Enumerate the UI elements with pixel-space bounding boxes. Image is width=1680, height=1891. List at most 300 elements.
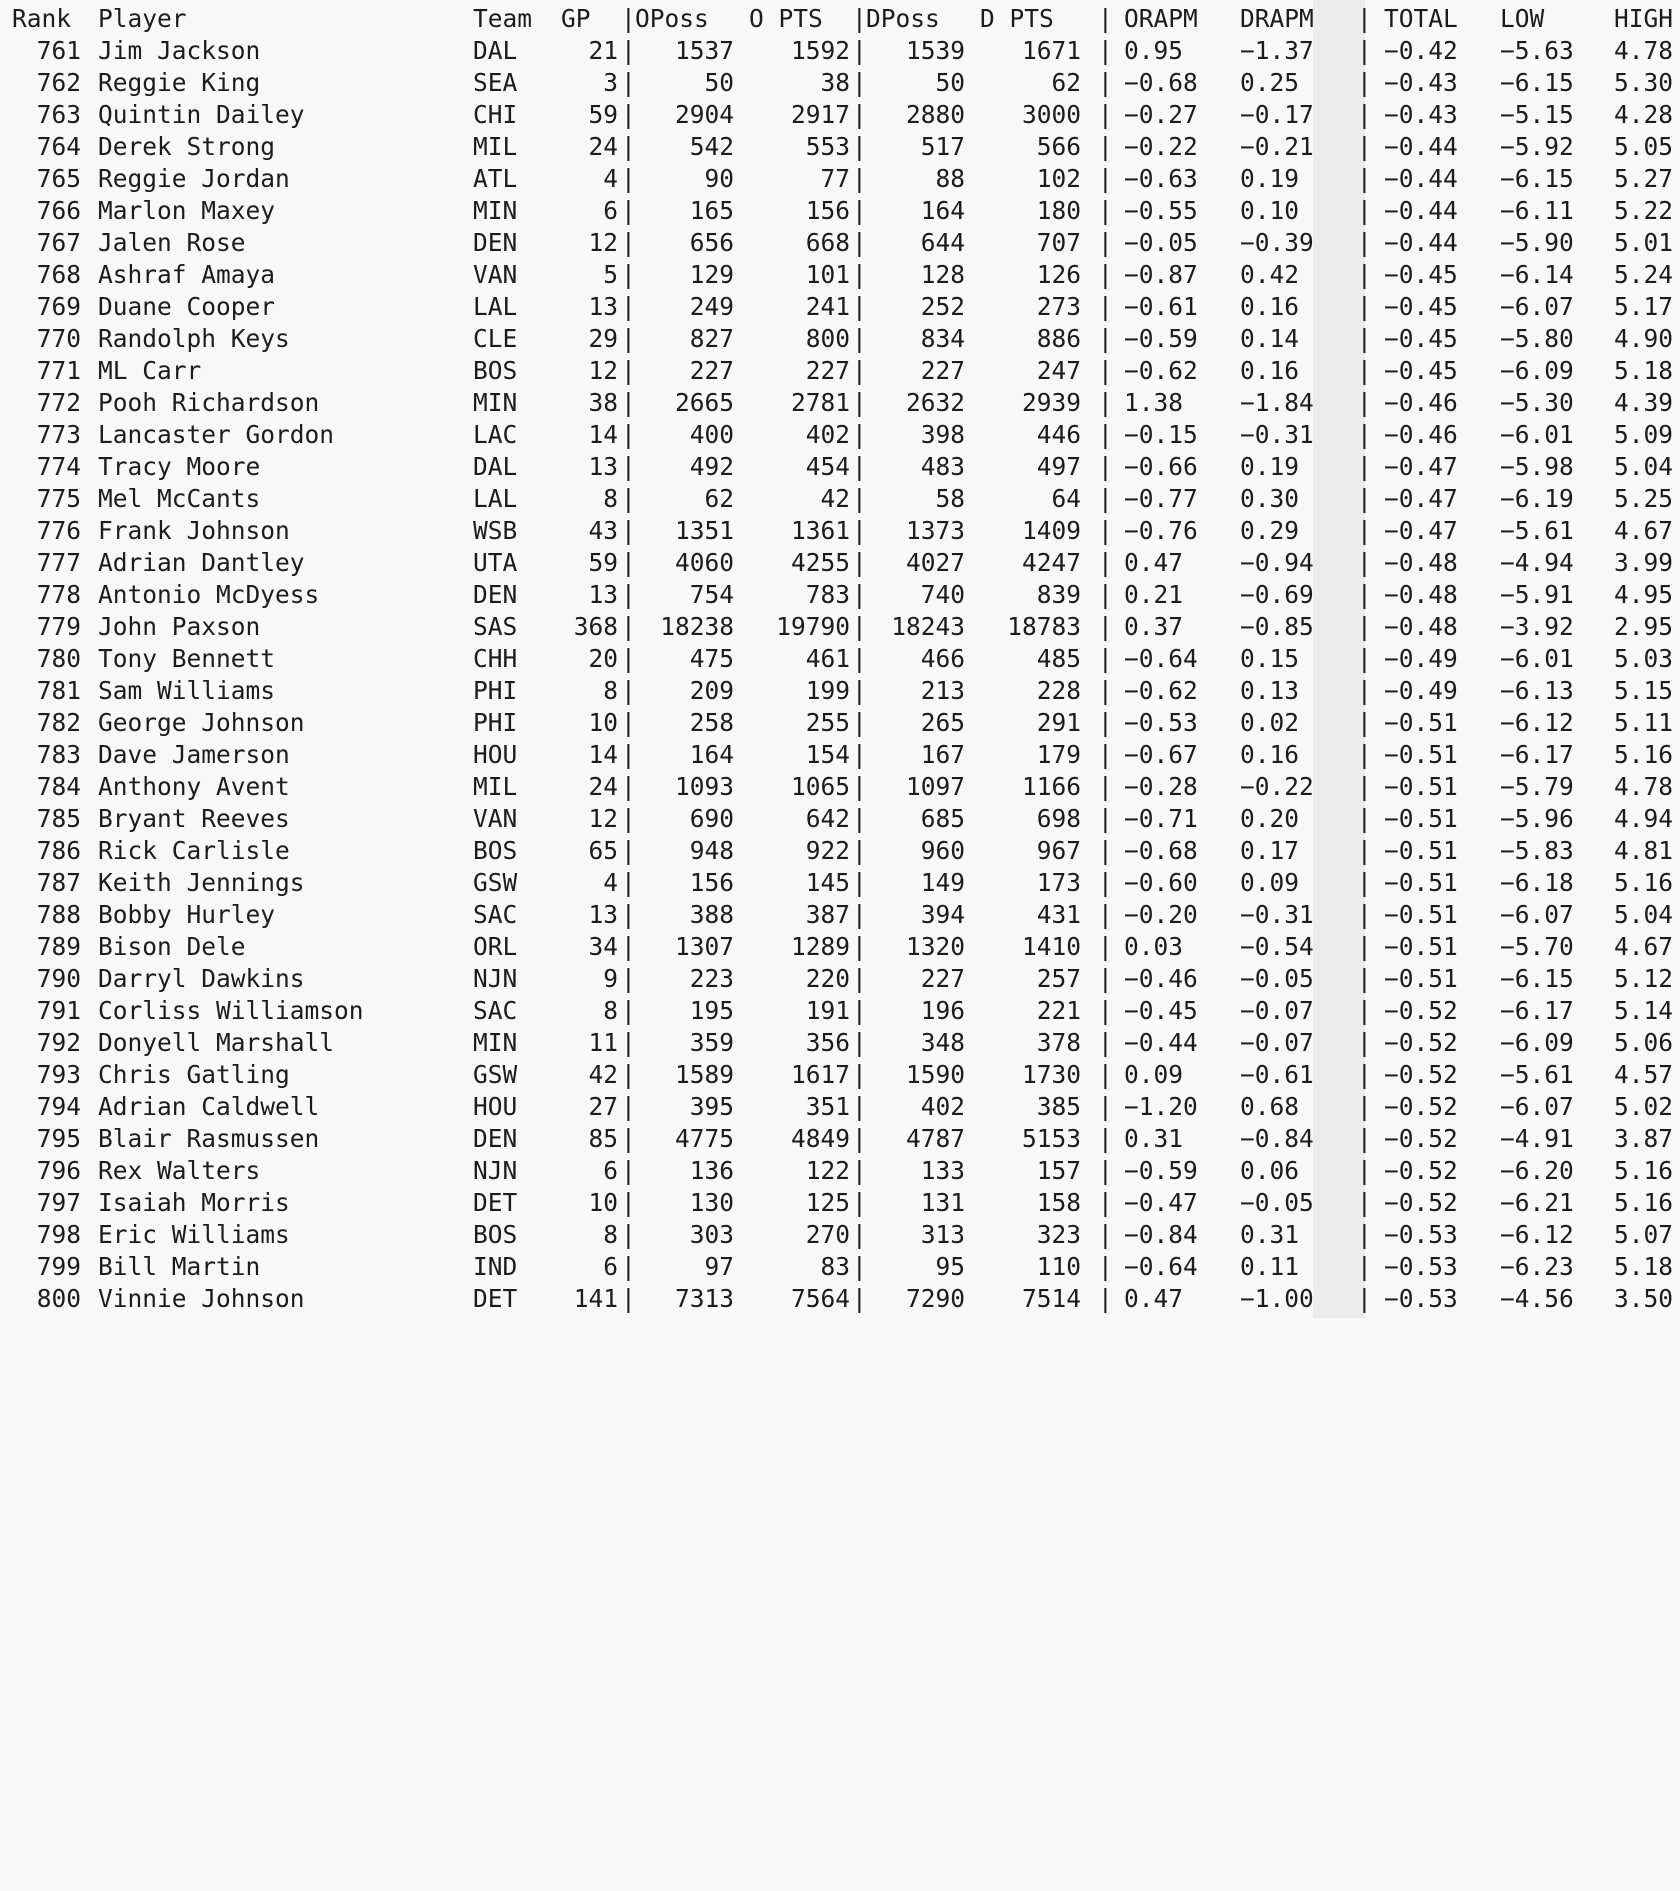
separator: | (852, 548, 867, 577)
team-cell: UTA (473, 548, 518, 577)
drapm-cell: 0.17 (1240, 836, 1300, 865)
oposs-cell: 690 (689, 804, 734, 833)
separator: | (1357, 676, 1372, 705)
table-row (0, 227, 1680, 259)
table-row (0, 355, 1680, 387)
separator: | (1357, 996, 1372, 1025)
player-cell: Bobby Hurley (98, 900, 276, 929)
drapm-cell: 0.29 (1240, 516, 1300, 545)
separator: | (621, 164, 636, 193)
team-cell: SAC (473, 900, 518, 929)
separator: | (621, 516, 636, 545)
dposs-cell: 252 (920, 292, 965, 321)
dpts-cell: 257 (1036, 964, 1081, 993)
drapm-cell: −0.31 (1240, 420, 1314, 449)
oposs-cell: 475 (689, 644, 734, 673)
oposs-cell: 1537 (674, 36, 734, 65)
opts-cell: 122 (805, 1156, 850, 1185)
drapm-cell: 0.25 (1240, 68, 1300, 97)
gp-cell: 65 (588, 836, 618, 865)
player-cell: Darryl Dawkins (98, 964, 305, 993)
separator: | (1098, 516, 1113, 545)
drapm-cell: 0.10 (1240, 196, 1300, 225)
high-cell: 5.09 (1613, 420, 1673, 449)
table-row (0, 1059, 1680, 1091)
separator: | (621, 1220, 636, 1249)
separator: | (1357, 1252, 1372, 1281)
total-cell: −0.45 (1384, 324, 1458, 353)
table-row (0, 259, 1680, 291)
separator: | (852, 836, 867, 865)
dposs-cell: 2880 (905, 100, 965, 129)
opts-cell: 351 (805, 1092, 850, 1121)
separator: | (852, 4, 867, 33)
separator: | (852, 132, 867, 161)
dpts-cell: 221 (1036, 996, 1081, 1025)
low-cell: −6.18 (1500, 868, 1574, 897)
separator: | (1098, 1028, 1113, 1057)
gp-cell: 10 (588, 1188, 618, 1217)
high-cell: 5.04 (1613, 900, 1673, 929)
orapm-cell: −0.46 (1124, 964, 1198, 993)
team-cell: NJN (473, 1156, 518, 1185)
dpts-cell: 62 (1051, 68, 1081, 97)
separator: | (852, 356, 867, 385)
separator: | (852, 868, 867, 897)
separator: | (621, 1060, 636, 1089)
low-cell: −5.30 (1500, 388, 1574, 417)
separator: | (1098, 644, 1113, 673)
high-cell: 5.24 (1613, 260, 1673, 289)
separator: | (621, 548, 636, 577)
low-cell: −6.09 (1500, 1028, 1574, 1057)
dposs-cell: 483 (920, 452, 965, 481)
rank-cell: 790 (36, 964, 81, 993)
dposs-cell: 167 (920, 740, 965, 769)
dposs-cell: 131 (920, 1188, 965, 1217)
separator: | (1098, 804, 1113, 833)
separator: | (852, 932, 867, 961)
team-cell: MIN (473, 1028, 518, 1057)
opts-cell: 1361 (790, 516, 850, 545)
team-cell: DEN (473, 580, 518, 609)
dposs-cell: 1590 (905, 1060, 965, 1089)
rank-cell: 761 (36, 36, 81, 65)
separator: | (852, 740, 867, 769)
separator: | (621, 804, 636, 833)
separator: | (621, 868, 636, 897)
high-cell: 4.78 (1613, 36, 1673, 65)
table-row (0, 1091, 1680, 1123)
separator: | (1357, 772, 1372, 801)
player-cell: Randolph Keys (98, 324, 290, 353)
separator: | (1098, 4, 1113, 33)
total-cell: −0.51 (1384, 804, 1458, 833)
high-cell: 5.12 (1613, 964, 1673, 993)
dpts-cell: 247 (1036, 356, 1081, 385)
separator: | (852, 324, 867, 353)
total-cell: −0.43 (1384, 100, 1458, 129)
opts-cell: 387 (805, 900, 850, 929)
separator: | (1357, 580, 1372, 609)
table-row (0, 1219, 1680, 1251)
separator: | (621, 484, 636, 513)
high-cell: 4.67 (1613, 932, 1673, 961)
table-row (0, 963, 1680, 995)
player-cell: Rick Carlisle (98, 836, 290, 865)
player-cell: Frank Johnson (98, 516, 290, 545)
orapm-cell: −0.44 (1124, 1028, 1198, 1057)
orapm-cell: −0.66 (1124, 452, 1198, 481)
orapm-cell: −0.71 (1124, 804, 1198, 833)
high-cell: 4.78 (1613, 772, 1673, 801)
gp-cell: 43 (588, 516, 618, 545)
separator: | (1357, 804, 1372, 833)
low-cell: −5.61 (1500, 1060, 1574, 1089)
gp-cell: 12 (588, 356, 618, 385)
orapm-cell: −0.61 (1124, 292, 1198, 321)
drapm-cell: 0.16 (1240, 356, 1300, 385)
oposs-cell: 388 (689, 900, 734, 929)
total-cell: −0.49 (1384, 676, 1458, 705)
separator: | (1357, 132, 1372, 161)
drapm-cell: −0.05 (1240, 1188, 1314, 1217)
dpts-cell: 1166 (1021, 772, 1081, 801)
opts-cell: 1617 (790, 1060, 850, 1089)
low-cell: −5.61 (1500, 516, 1574, 545)
table-row (0, 867, 1680, 899)
separator: | (621, 708, 636, 737)
drapm-cell: 0.16 (1240, 292, 1300, 321)
oposs-cell: 4060 (674, 548, 734, 577)
separator: | (621, 4, 636, 33)
oposs-cell: 258 (689, 708, 734, 737)
separator: | (621, 1092, 636, 1121)
separator: | (1357, 964, 1372, 993)
player-cell: Anthony Avent (98, 772, 290, 801)
separator: | (621, 68, 636, 97)
rank-cell: 774 (36, 452, 81, 481)
separator: | (1098, 932, 1113, 961)
oposs-cell: 400 (689, 420, 734, 449)
dposs-cell: 834 (920, 324, 965, 353)
opts-cell: 125 (805, 1188, 850, 1217)
dposs-cell: 644 (920, 228, 965, 257)
separator: | (1357, 1220, 1372, 1249)
orapm-cell: −0.27 (1124, 100, 1198, 129)
separator: | (1357, 356, 1372, 385)
low-cell: −5.98 (1500, 452, 1574, 481)
player-cell: Rex Walters (98, 1156, 261, 1185)
low-cell: −6.11 (1500, 196, 1574, 225)
opts-cell: 38 (820, 68, 850, 97)
opts-cell: 922 (805, 836, 850, 865)
oposs-cell: 656 (689, 228, 734, 257)
separator: | (621, 260, 636, 289)
low-cell: −5.63 (1500, 36, 1574, 65)
low-cell: −4.56 (1500, 1284, 1574, 1313)
separator: | (1357, 260, 1372, 289)
low-cell: −6.23 (1500, 1252, 1574, 1281)
separator: | (1098, 388, 1113, 417)
drapm-cell: 0.09 (1240, 868, 1300, 897)
opts-cell: 356 (805, 1028, 850, 1057)
orapm-cell: 0.31 (1124, 1124, 1184, 1153)
low-cell: −5.92 (1500, 132, 1574, 161)
separator: | (621, 1156, 636, 1185)
team-cell: BOS (473, 1220, 518, 1249)
team-cell: SEA (473, 68, 518, 97)
dpts-cell: 126 (1036, 260, 1081, 289)
orapm-cell: −0.55 (1124, 196, 1198, 225)
separator: | (621, 996, 636, 1025)
drapm-cell: 0.14 (1240, 324, 1300, 353)
dpts-cell: 64 (1051, 484, 1081, 513)
separator: | (621, 1188, 636, 1217)
opts-cell: 255 (805, 708, 850, 737)
dposs-cell: 1320 (905, 932, 965, 961)
team-cell: SAS (473, 612, 518, 641)
team-cell: ATL (473, 164, 518, 193)
gp-cell: 11 (588, 1028, 618, 1057)
total-cell: −0.53 (1384, 1220, 1458, 1249)
dposs-cell: 740 (920, 580, 965, 609)
total-cell: −0.51 (1384, 708, 1458, 737)
player-cell: Isaiah Morris (98, 1188, 290, 1217)
separator: | (1357, 324, 1372, 353)
dpts-cell: 323 (1036, 1220, 1081, 1249)
total-cell: −0.47 (1384, 516, 1458, 545)
player-cell: Derek Strong (98, 132, 276, 161)
gp-cell: 141 (573, 1284, 618, 1313)
rank-cell: 796 (36, 1156, 81, 1185)
orapm-cell: −0.68 (1124, 836, 1198, 865)
dpts-cell: 18783 (1007, 612, 1081, 641)
dpts-cell: 1409 (1021, 516, 1081, 545)
high-cell: 5.04 (1613, 452, 1673, 481)
player-cell: Mel McCants (98, 484, 261, 513)
separator: | (621, 836, 636, 865)
dposs-cell: 4027 (905, 548, 965, 577)
high-cell: 5.01 (1613, 228, 1673, 257)
opts-cell: 1065 (790, 772, 850, 801)
rank-cell: 798 (36, 1220, 81, 1249)
total-cell: −0.49 (1384, 644, 1458, 673)
player-cell: Ashraf Amaya (98, 260, 276, 289)
separator: | (1098, 1156, 1113, 1185)
orapm-cell: −0.15 (1124, 420, 1198, 449)
orapm-cell: −0.87 (1124, 260, 1198, 289)
team-cell: DET (473, 1284, 518, 1313)
team-cell: MIL (473, 132, 518, 161)
high-cell: 4.57 (1613, 1060, 1673, 1089)
team-cell: PHI (473, 708, 518, 737)
drapm-cell: −0.61 (1240, 1060, 1314, 1089)
dposs-cell: 196 (920, 996, 965, 1025)
dposs-cell: 95 (935, 1252, 965, 1281)
oposs-cell: 18238 (660, 612, 734, 641)
separator: | (852, 580, 867, 609)
table-row (0, 707, 1680, 739)
rank-cell: 778 (36, 580, 81, 609)
table-row (0, 515, 1680, 547)
separator: | (1357, 68, 1372, 97)
rank-cell: 787 (36, 868, 81, 897)
oposs-cell: 195 (689, 996, 734, 1025)
drapm-cell: 0.68 (1240, 1092, 1300, 1121)
separator: | (1098, 1124, 1113, 1153)
separator: | (621, 132, 636, 161)
rank-cell: 786 (36, 836, 81, 865)
separator: | (852, 964, 867, 993)
dposs-cell: 313 (920, 1220, 965, 1249)
dposs-cell: 227 (920, 356, 965, 385)
separator: | (1098, 964, 1113, 993)
rank-cell: 783 (36, 740, 81, 769)
separator: | (621, 580, 636, 609)
drapm-cell: 0.06 (1240, 1156, 1300, 1185)
opts-cell: 4849 (790, 1124, 850, 1153)
total-cell: −0.44 (1384, 196, 1458, 225)
player-cell: Jalen Rose (98, 228, 246, 257)
gp-cell: 12 (588, 804, 618, 833)
high-cell: 3.99 (1613, 548, 1673, 577)
orapm-cell: −0.22 (1124, 132, 1198, 161)
player-cell: John Paxson (98, 612, 261, 641)
low-cell: −6.01 (1500, 644, 1574, 673)
oposs-cell: 164 (689, 740, 734, 769)
opts-cell: 241 (805, 292, 850, 321)
oposs-cell: 948 (689, 836, 734, 865)
gp-cell: 8 (603, 996, 618, 1025)
header-orapm: ORAPM (1124, 4, 1198, 33)
low-cell: −6.17 (1500, 740, 1574, 769)
rank-cell: 772 (36, 388, 81, 417)
separator: | (1357, 228, 1372, 257)
gp-cell: 3 (603, 68, 618, 97)
team-cell: NJN (473, 964, 518, 993)
opts-cell: 77 (820, 164, 850, 193)
opts-cell: 461 (805, 644, 850, 673)
oposs-cell: 62 (704, 484, 734, 513)
high-cell: 5.27 (1613, 164, 1673, 193)
player-cell: Tony Bennett (98, 644, 276, 673)
gp-cell: 13 (588, 580, 618, 609)
low-cell: −6.07 (1500, 292, 1574, 321)
gp-cell: 4 (603, 868, 618, 897)
separator: | (852, 452, 867, 481)
total-cell: −0.48 (1384, 548, 1458, 577)
separator: | (852, 1028, 867, 1057)
orapm-cell: −0.62 (1124, 356, 1198, 385)
dpts-cell: 707 (1036, 228, 1081, 257)
high-cell: 5.11 (1613, 708, 1673, 737)
total-cell: −0.52 (1384, 1124, 1458, 1153)
separator: | (621, 420, 636, 449)
drapm-cell: 0.16 (1240, 740, 1300, 769)
rank-cell: 797 (36, 1188, 81, 1217)
total-cell: −0.45 (1384, 356, 1458, 385)
dpts-cell: 698 (1036, 804, 1081, 833)
total-cell: −0.44 (1384, 228, 1458, 257)
gp-cell: 9 (603, 964, 618, 993)
separator: | (1357, 836, 1372, 865)
gp-cell: 14 (588, 420, 618, 449)
separator: | (852, 420, 867, 449)
high-cell: 4.28 (1613, 100, 1673, 129)
header-rank: Rank (12, 4, 72, 33)
separator: | (852, 36, 867, 65)
separator: | (1357, 644, 1372, 673)
orapm-cell: −0.64 (1124, 644, 1198, 673)
separator: | (852, 676, 867, 705)
rank-cell: 788 (36, 900, 81, 929)
orapm-cell: −0.45 (1124, 996, 1198, 1025)
rank-cell: 800 (36, 1284, 81, 1313)
high-cell: 5.18 (1613, 1252, 1673, 1281)
separator: | (852, 644, 867, 673)
separator: | (852, 196, 867, 225)
table-row (0, 771, 1680, 803)
high-cell: 5.16 (1613, 740, 1673, 769)
gp-cell: 29 (588, 324, 618, 353)
team-cell: BOS (473, 356, 518, 385)
rank-cell: 763 (36, 100, 81, 129)
total-cell: −0.52 (1384, 1060, 1458, 1089)
total-cell: −0.51 (1384, 772, 1458, 801)
low-cell: −4.94 (1500, 548, 1574, 577)
orapm-cell: −0.20 (1124, 900, 1198, 929)
total-cell: −0.52 (1384, 996, 1458, 1025)
table-row (0, 1123, 1680, 1155)
opts-cell: 145 (805, 868, 850, 897)
team-cell: MIL (473, 772, 518, 801)
separator: | (1098, 1284, 1113, 1313)
total-cell: −0.52 (1384, 1156, 1458, 1185)
total-cell: −0.48 (1384, 580, 1458, 609)
player-cell: Antonio McDyess (98, 580, 320, 609)
drapm-cell: −0.39 (1240, 228, 1314, 257)
team-cell: GSW (473, 1060, 518, 1089)
separator: | (1357, 1092, 1372, 1121)
team-cell: DAL (473, 452, 518, 481)
table-row (0, 451, 1680, 483)
high-cell: 5.30 (1613, 68, 1673, 97)
oposs-cell: 2665 (674, 388, 734, 417)
separator: | (1357, 1188, 1372, 1217)
separator: | (621, 1124, 636, 1153)
opts-cell: 19790 (776, 612, 850, 641)
orapm-cell: −0.60 (1124, 868, 1198, 897)
drapm-cell: 0.19 (1240, 164, 1300, 193)
table-row (0, 67, 1680, 99)
separator: | (1357, 932, 1372, 961)
drapm-cell: −0.21 (1240, 132, 1314, 161)
total-cell: −0.45 (1384, 260, 1458, 289)
separator: | (621, 932, 636, 961)
header-low: LOW (1500, 4, 1545, 33)
gp-cell: 5 (603, 260, 618, 289)
oposs-cell: 1307 (674, 932, 734, 961)
separator: | (1098, 1220, 1113, 1249)
dposs-cell: 128 (920, 260, 965, 289)
high-cell: 5.16 (1613, 1188, 1673, 1217)
separator: | (621, 1252, 636, 1281)
separator: | (1098, 548, 1113, 577)
dposs-cell: 50 (935, 68, 965, 97)
separator: | (621, 612, 636, 641)
dpts-cell: 7514 (1021, 1284, 1081, 1313)
